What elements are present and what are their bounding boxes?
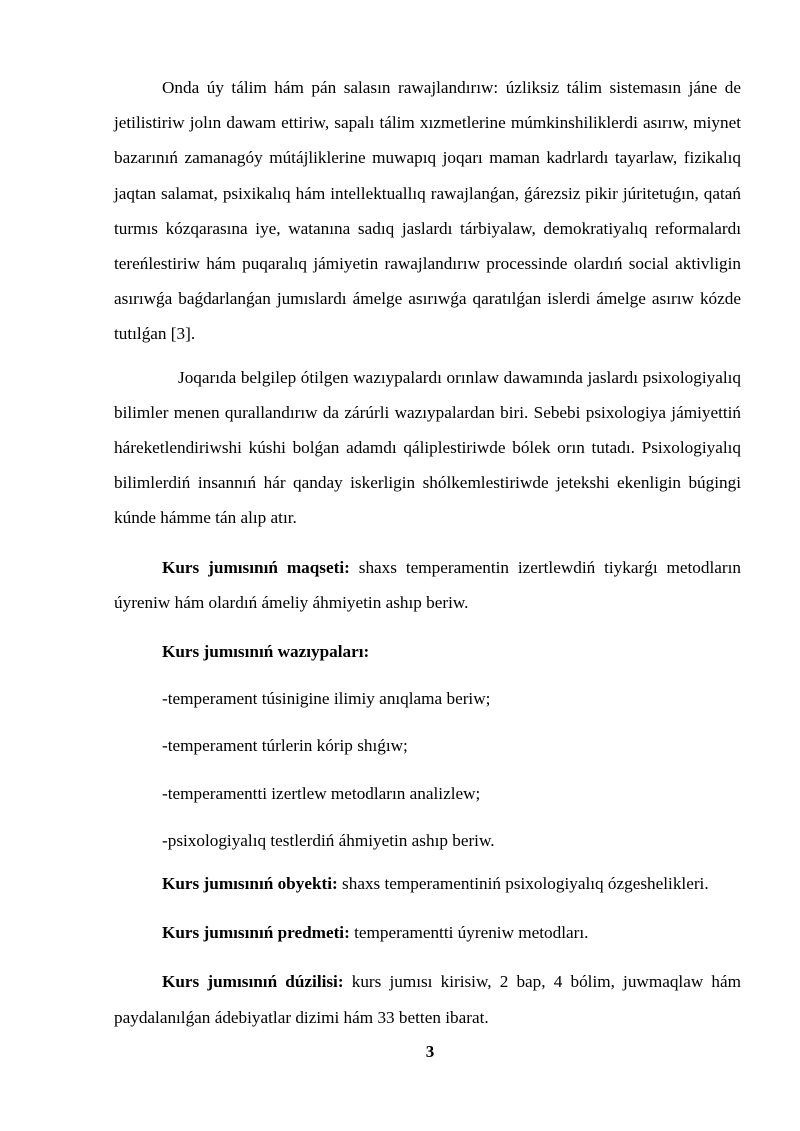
task-item: -temperament túsinigine ilimiy anıqlama beriw; [162, 689, 491, 709]
intro-paragraph: Onda úy tálim hám pán salasın rawajlandırıw: úzliksiz tálim sistemasın jáne de jetilistiriw jolın dawam ettiriw, sapalı tálim xızmetlerine múmkinshiliklerdi asırıw, miynet bazarınıń zamanagóy mútájliklerine muwapıq joqarı maman kadrlardı tayarlaw, fizikalıq jaqtan salamat, psixikalıq hám intellektuallıq rawajlanǵan, ǵárezsiz pikir júritetuǵın, qatań turmıs kózqarasına iye, watanına sadıq jaslardı tárbiyalaw, demokratiyalıq reformalardı tereńlestiriw hám puqaralıq jámiyetin rawajlandırıw processinde olardıń social aktivligin asırıwǵa baǵdarlanǵan jumıslardı ámelge asırıwǵa qaratılǵan islerdi ámelge asırıw kózde tutılǵan [3]. [114, 78, 741, 344]
structure-paragraph [114, 964, 741, 1034]
structure-text: kurs jumısı kirisiw, 2 bap, 4 bólim, juwmaqlaw hám paydalanılǵan ádebiyatlar dizimi hám 33 betten ibarat. [114, 972, 741, 1027]
object-paragraph [114, 866, 741, 901]
page-number: 3 [425, 1042, 435, 1061]
object-text: shaxs temperamentiniń psixologiyalıq ózgeshelikleri. [337, 874, 709, 894]
object-label: Kurs jumısınıń obyekti: [162, 874, 338, 894]
goal-paragraph [114, 550, 741, 620]
task-item: -psixologiyalıq testlerdiń áhmiyetin ashıp beriw. [162, 830, 495, 850]
tasks-heading [114, 634, 741, 669]
subject-paragraph [114, 915, 741, 950]
goal-label: Kurs jumısınıń maqseti: [162, 557, 350, 577]
task-item: -temperamentti izertlew metodların analizlew; [162, 783, 481, 803]
structure-label: Kurs jumısınıń dúzilisi: [162, 972, 344, 992]
subject-text: temperamentti úyreniw metodları. [349, 923, 589, 943]
psychology-paragraph: Joqarıda belgilep ótilgen wazıypalardı orınlaw dawamında jaslardı psixologiyalıq bilimler menen qurallandırıw da zárúrli wazıypalardan biri. Sebebi psixologiya jámiyettiń háreketlendiriwshi kúshi bolǵan adamdı qáliplestiriwde bólek orın tutadı. Psixologiyalıq bilimlerdiń insannıń hár qanday iskerligin shólkemlestiriwde jetekshi ekenligin búgingi kúnde hámme tán alıp atır. [114, 367, 741, 528]
task-item: -temperament túrlerin kórip shıǵıw; [162, 736, 408, 756]
document-body [114, 70, 741, 1035]
subject-label: Kurs jumısınıń predmeti: [162, 923, 350, 943]
tasks-label: Kurs jumısınıń wazıypaları: [162, 642, 370, 662]
goal-text: shaxs temperamentin izertlewdiń tiykarǵı metodların úyreniw hám olardıń ámeliy áhmiyetin ashıp beriw. [114, 557, 741, 612]
